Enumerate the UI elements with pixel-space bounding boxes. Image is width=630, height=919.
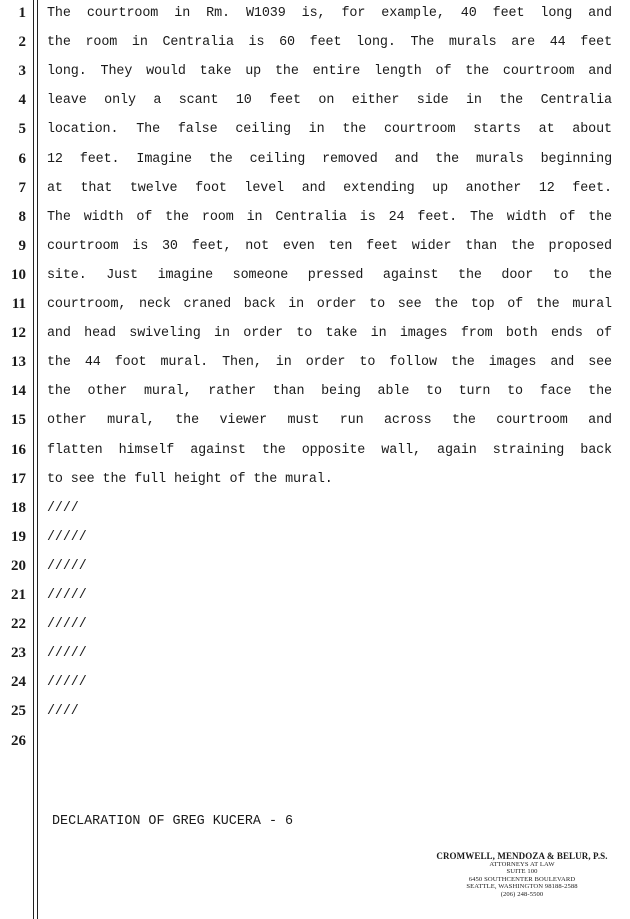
line-number: 25 — [11, 703, 26, 720]
body-text-line: at that twelve foot level and extending up another 12 feet. — [47, 180, 612, 196]
line-number: 24 — [11, 674, 26, 691]
body-text-line: ///// — [47, 675, 87, 691]
body-text-line — [47, 732, 612, 752]
line-number: 14 — [11, 383, 26, 400]
body-text-line: long. They would take up the entire length of the courtroom and — [47, 64, 612, 80]
law-firm-block — [422, 851, 622, 898]
line-number: 26 — [11, 732, 26, 749]
line-number: 2 — [18, 34, 26, 51]
body-text-line: ///// — [47, 558, 87, 574]
law-firm-line: 6450 SOUTHCENTER BOULEVARD — [468, 875, 576, 883]
body-text-line: ///// — [47, 617, 87, 633]
line-number: 13 — [11, 354, 26, 371]
line-number: 8 — [18, 208, 26, 225]
line-number: 20 — [11, 557, 26, 574]
line-number: 9 — [18, 237, 26, 254]
document-footer-title: DECLARATION OF GREG KUCERA - 6 — [52, 814, 294, 829]
body-text-line: //// — [47, 704, 79, 720]
body-text-line: courtroom, neck craned back in order to see the top of the mural — [47, 297, 612, 312]
line-number: 15 — [11, 412, 26, 429]
line-number: 21 — [11, 587, 26, 603]
body-text-line: //// — [47, 500, 79, 516]
body-text-line: ///// — [47, 646, 87, 662]
line-number: 19 — [11, 528, 26, 545]
body-text-line: other mural, the viewer must run across the courtroom and — [47, 413, 612, 429]
line-number: 7 — [18, 179, 26, 196]
body-text-line: to see the full height of the mural. — [47, 471, 333, 487]
line-number: 10 — [11, 266, 26, 283]
line-number: 17 — [11, 470, 26, 487]
body-text-line: courtroom is 30 feet, not even ten feet wider than the proposed — [47, 238, 612, 254]
line-number: 23 — [11, 645, 26, 662]
line-number: 1 — [18, 5, 26, 21]
line-number: 4 — [18, 92, 26, 109]
law-firm-line: SUITE 100 — [506, 868, 538, 876]
law-firm-line: ATTORNEYS AT LAW — [489, 861, 555, 868]
law-firm-line: (206) 248-5500 — [500, 890, 544, 898]
body-text-line: site. Just imagine someone pressed against the door to the — [47, 267, 612, 283]
line-number: 11 — [11, 296, 26, 312]
line-number: 18 — [11, 499, 26, 516]
law-firm-name: CROMWELL, MENDOZA & BELUR, P.S. — [436, 851, 608, 861]
body-text-line: ///// — [47, 529, 87, 545]
line-number: 16 — [11, 441, 26, 458]
law-firm-line: SEATTLE, WASHINGTON 98188-2588 — [466, 883, 578, 891]
body-text-line: flatten himself against the opposite wall, again straining back — [47, 442, 612, 458]
body-text-line: location. The false ceiling in the courtroom starts at about — [47, 122, 612, 138]
line-number: 6 — [18, 150, 26, 167]
body-text-line: ///// — [47, 588, 87, 603]
body-text-line: the 44 foot mural. Then, in order to follow the images and see — [47, 355, 612, 371]
margin-rule-left — [33, 0, 34, 919]
body-text-line: The width of the room in Centralia is 24 feet. The width of the — [47, 209, 612, 225]
line-number: 22 — [11, 616, 26, 633]
line-number: 3 — [18, 63, 26, 80]
body-text-line: 12 feet. Imagine the ceiling removed and the murals beginning — [47, 151, 612, 167]
body-text-line: The courtroom in Rm. W1039 is, for example, 40 feet long and — [47, 6, 612, 21]
margin-rule-right — [37, 0, 38, 919]
body-text-line: and head swiveling in order to take in images from both ends of — [47, 326, 612, 342]
line-number: 5 — [18, 121, 26, 138]
line-number: 12 — [11, 325, 26, 342]
body-text-line: the room in Centralia is 60 feet long. The murals are 44 feet — [47, 35, 612, 51]
body-text-line: leave only a scant 10 feet on either side in the Centralia — [47, 93, 612, 109]
body-text-line: the other mural, rather than being able to turn to face the — [47, 384, 612, 400]
